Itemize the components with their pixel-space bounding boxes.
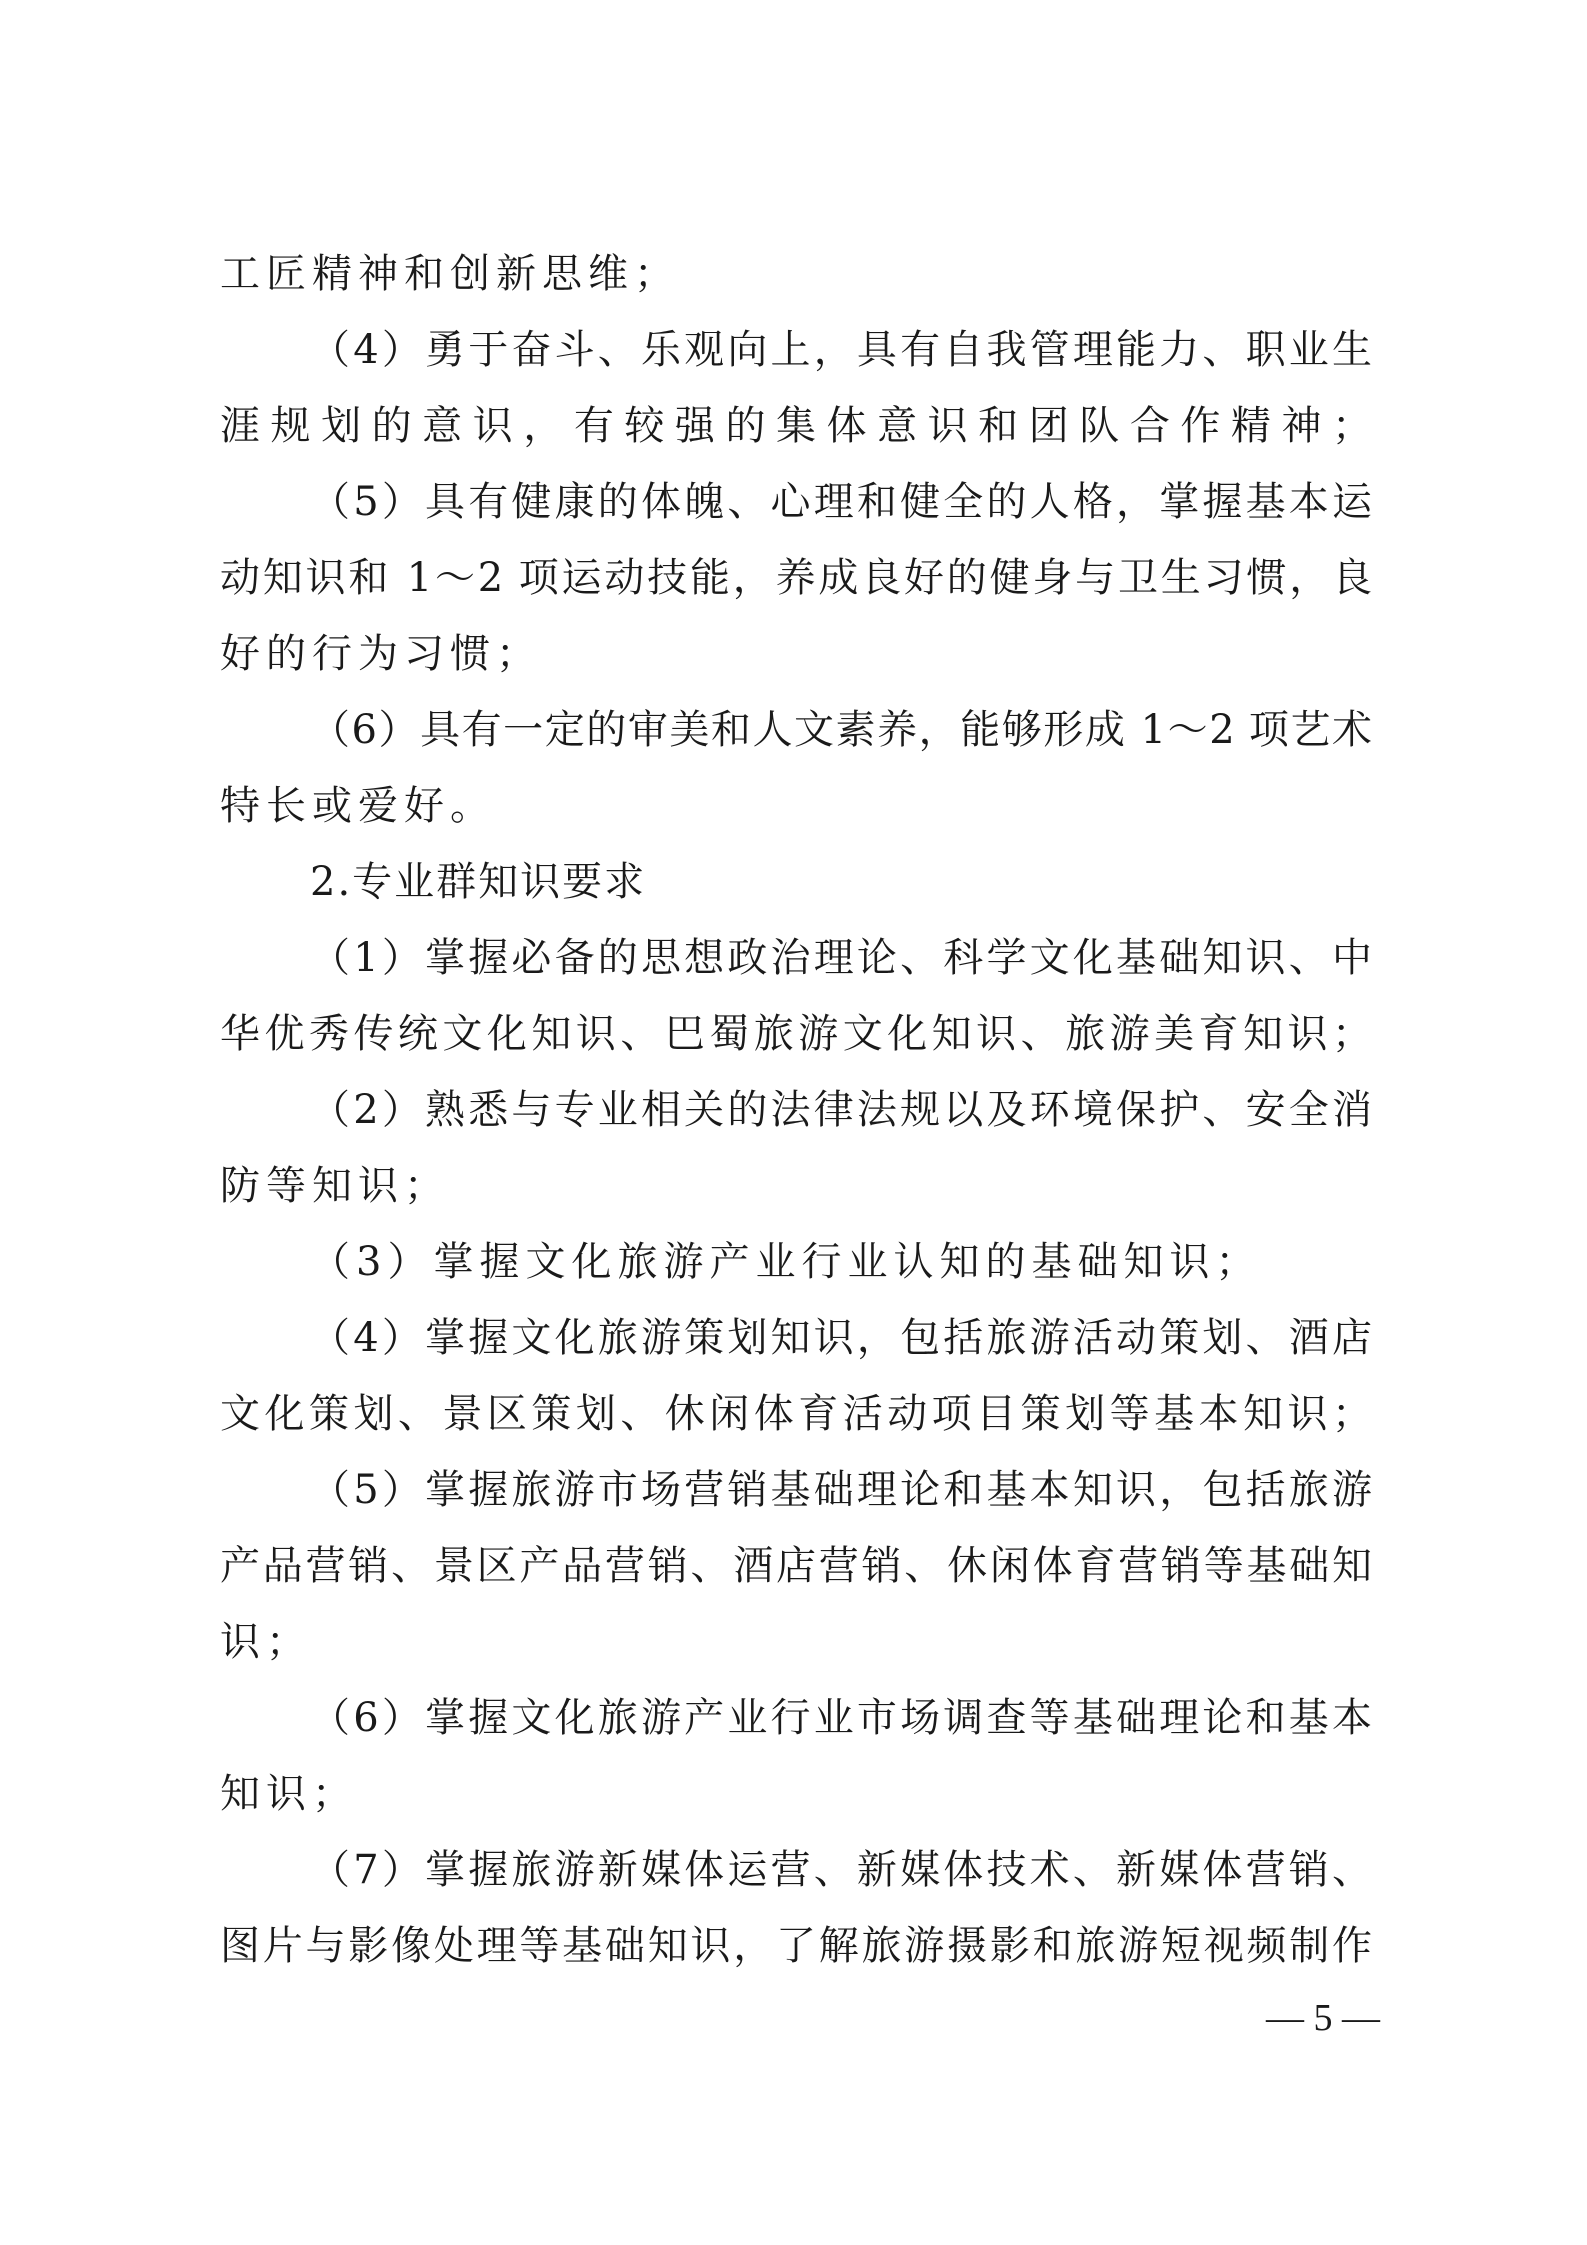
text-line: （5）掌握旅游市场营销基础理论和基本知识，包括旅游 bbox=[310, 1467, 1372, 1513]
text-line: 华优秀传统文化知识、巴蜀旅游文化知识、旅游美育知识； bbox=[220, 1011, 1372, 1057]
text-line: 图片与影像处理等基础知识，了解旅游摄影和旅游短视频制作 bbox=[220, 1923, 1372, 1969]
text-line: （3）掌握文化旅游产业行业认知的基础知识； bbox=[310, 1239, 1262, 1285]
text-line: （6）具有一定的审美和人文素养，能够形成 1～2 项艺术 bbox=[310, 707, 1372, 753]
section-heading: 2.专业群知识要求 bbox=[310, 859, 647, 905]
text-line: （4）掌握文化旅游策划知识，包括旅游活动策划、酒店 bbox=[310, 1315, 1372, 1361]
text-line: （2）熟悉与专业相关的法律法规以及环境保护、安全消 bbox=[310, 1087, 1372, 1133]
text-line: 特长或爱好。 bbox=[220, 783, 496, 829]
text-line: 工匠精神和创新思维； bbox=[220, 251, 680, 297]
text-line: （6）掌握文化旅游产业行业市场调查等基础理论和基本 bbox=[310, 1695, 1372, 1741]
text-line: （5）具有健康的体魄、心理和健全的人格，掌握基本运 bbox=[310, 479, 1372, 525]
text-line: （4）勇于奋斗、乐观向上，具有自我管理能力、职业生 bbox=[310, 327, 1372, 373]
text-line: 文化策划、景区策划、休闲体育活动项目策划等基本知识； bbox=[220, 1391, 1372, 1437]
page-number: — 5 — bbox=[1266, 1997, 1380, 2039]
text-line: 防等知识； bbox=[220, 1163, 450, 1209]
text-line: 知识； bbox=[220, 1771, 358, 1817]
text-line: 涯规划的意识，有较强的集体意识和团队合作精神； bbox=[220, 403, 1372, 449]
text-line: 产品营销、景区产品营销、酒店营销、休闲体育营销等基础知 bbox=[220, 1543, 1372, 1589]
text-line: 好的行为习惯； bbox=[220, 631, 542, 677]
text-line: 动知识和 1～2 项运动技能，养成良好的健身与卫生习惯，良 bbox=[220, 555, 1372, 601]
text-line: 识； bbox=[220, 1619, 312, 1665]
text-line: （7）掌握旅游新媒体运营、新媒体技术、新媒体营销、 bbox=[310, 1847, 1372, 1893]
text-line: （1）掌握必备的思想政治理论、科学文化基础知识、中 bbox=[310, 935, 1372, 981]
